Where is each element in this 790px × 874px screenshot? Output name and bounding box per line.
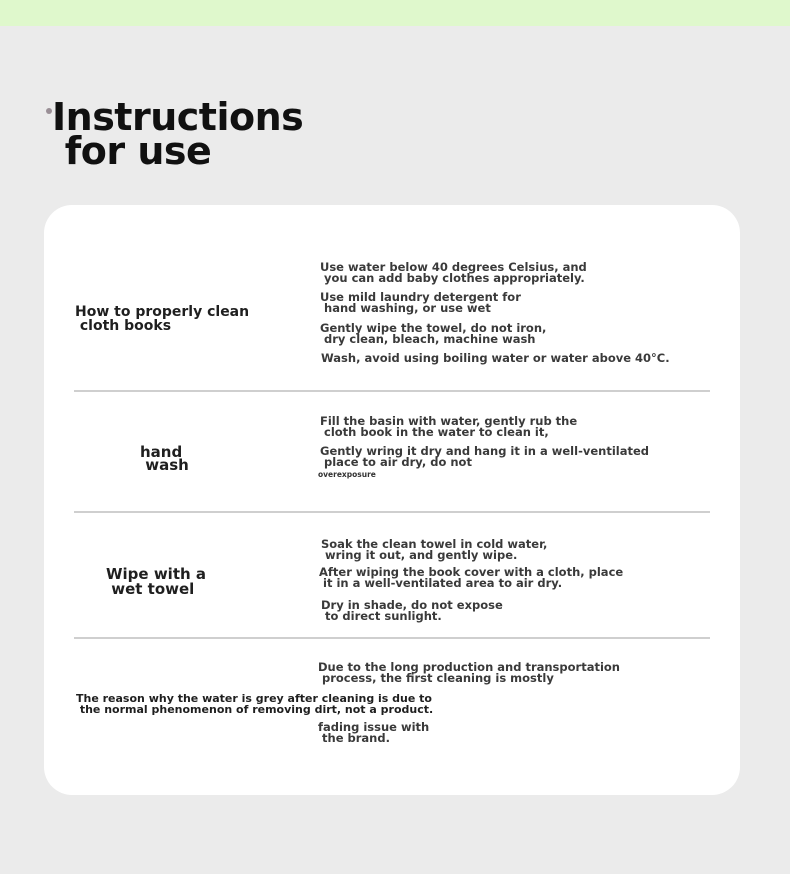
instruction-line: Use water below 40 degrees Celsius, and	[320, 260, 587, 274]
instruction-item	[320, 323, 546, 345]
instruction-line: place to air dry, do not	[320, 455, 472, 469]
instructions-card	[44, 205, 740, 795]
section-divider	[74, 637, 710, 639]
instruction-item	[318, 662, 620, 684]
instruction-line: Soak the clean towel in cold water,	[321, 537, 548, 551]
instruction-item	[320, 292, 521, 314]
instruction-line: Fill the basin with water, gently rub the	[320, 414, 578, 428]
instruction-line: After wiping the book cover with a cloth, place	[319, 565, 624, 579]
section-divider	[74, 390, 710, 392]
instruction-line: to direct sunlight.	[321, 609, 442, 623]
section-label-line: Wipe with a	[106, 565, 207, 583]
section-label-hand-wash	[140, 443, 189, 474]
instruction-line: Use mild laundry detergent for	[320, 290, 521, 304]
section-divider	[74, 511, 710, 513]
instruction-line: Wash, avoid using boiling water or water above 40°C.	[321, 351, 670, 365]
instruction-line: Due to the long production and transportation	[318, 660, 620, 674]
instruction-item	[320, 446, 649, 468]
section-label-how-to-clean	[75, 305, 249, 333]
instruction-item	[318, 471, 376, 479]
instruction-line: Dry in shade, do not expose	[321, 598, 503, 612]
instruction-line: it in a well-ventilated area to air dry.	[319, 576, 563, 590]
instruction-line: hand washing, or use wet	[320, 301, 491, 315]
instruction-line: fading issue with	[318, 720, 430, 734]
section-label-line: How to properly clean	[75, 304, 250, 320]
instruction-line: process, the first cleaning is mostly	[318, 671, 554, 685]
instruction-item	[319, 567, 623, 589]
instruction-line: Gently wring it dry and hang it in a well-ventilated	[320, 444, 649, 458]
instruction-line: the brand.	[318, 731, 390, 745]
section-label-line: cloth books	[75, 318, 172, 334]
section-label-line: The reason why the water is grey after cleaning is due to	[76, 692, 432, 705]
instruction-line: cloth book in the water to clean it,	[320, 425, 549, 439]
section-label-line: hand	[140, 443, 183, 461]
instruction-line: you can add baby clothes appropriately.	[320, 271, 585, 285]
section-label-grey-water	[76, 693, 433, 715]
instruction-item	[320, 262, 587, 284]
page-title-line-1: Instructions	[52, 95, 304, 139]
instruction-item	[321, 539, 547, 561]
section-label-wet-towel	[106, 567, 206, 597]
top-banner	[0, 0, 790, 26]
instruction-line: Gently wipe the towel, do not iron,	[320, 321, 547, 335]
instruction-item	[318, 722, 429, 744]
section-label-line: the normal phenomenon of removing dirt, not a product.	[76, 703, 434, 716]
section-label-line: wet towel	[106, 580, 195, 598]
page-title-line-2: for use	[52, 129, 212, 173]
section-label-line: wash	[140, 456, 189, 474]
instruction-item	[321, 600, 503, 622]
instruction-line: dry clean, bleach, machine wash	[320, 332, 536, 346]
instruction-line: wring it out, and gently wipe.	[321, 548, 518, 562]
instruction-item	[321, 353, 670, 364]
instruction-line: overexposure	[318, 470, 376, 479]
instruction-item	[320, 416, 577, 438]
page-title	[52, 95, 304, 173]
